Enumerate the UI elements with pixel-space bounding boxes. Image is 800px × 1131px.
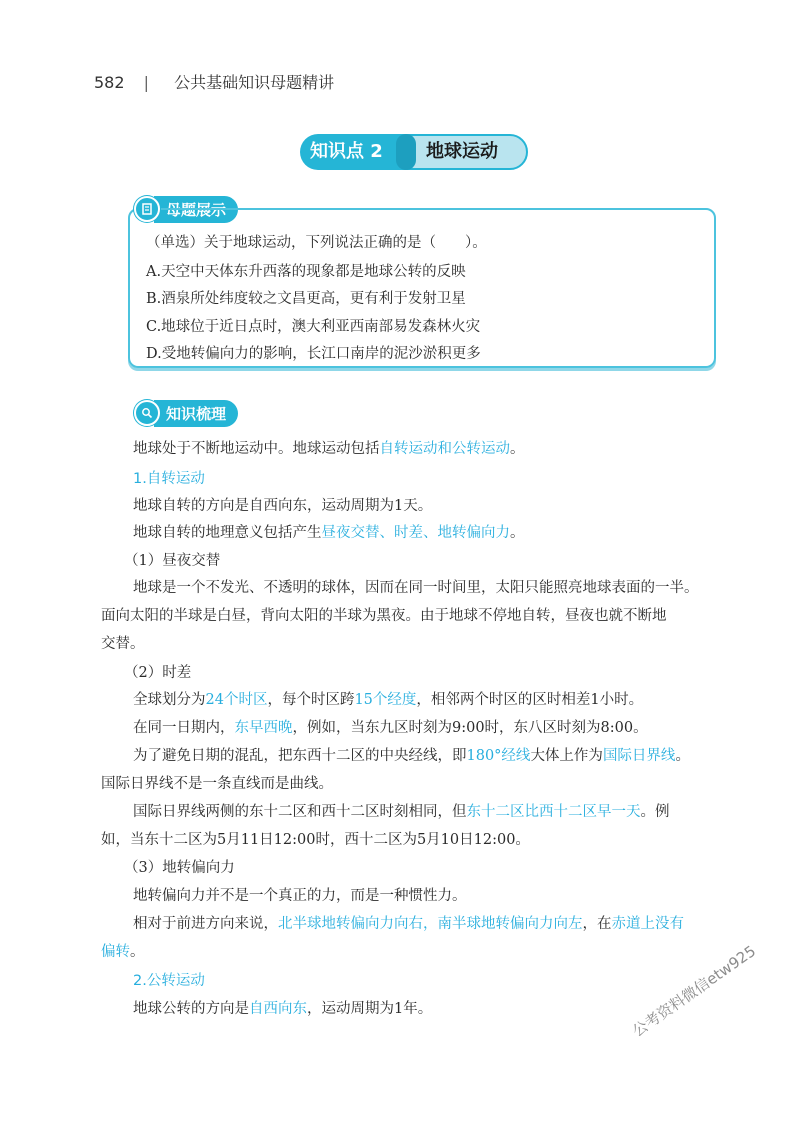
- section-1-title: 1.自转运动: [133, 471, 205, 487]
- revolution-direction-text: 地球公转的方向是自西向东，运动周期为1年。: [133, 1001, 433, 1017]
- intro-paragraph: 地球处于不断地运动中。地球运动包括自转运动和公转运动。: [133, 441, 525, 457]
- coriolis-equator-text: 偏转。: [101, 944, 145, 960]
- knowledge-point-title: [396, 134, 528, 170]
- option-d: D.受地转偏向力的影响，长江口南岸的泥沙淤积更多: [146, 346, 481, 362]
- subsection-time-difference-title: （2）时差: [124, 665, 192, 681]
- mother-question-tag-label: 母题展示: [154, 196, 238, 223]
- document-icon: [134, 196, 160, 222]
- knowledge-review-tag: [134, 400, 238, 426]
- page-number: 582: [94, 73, 125, 92]
- rotation-direction-text: 地球自转的方向是自西向东，运动周期为1天。: [133, 498, 433, 514]
- knowledge-point-label: 知识点 2: [300, 134, 416, 170]
- date-line-text: 为了避免日期的混乱，把东西十二区的中央经线，即180°经线大体上作为国际日界线。: [133, 748, 690, 764]
- time-zone-text: 全球划分为24个时区，每个时区跨15个经度，相邻两个时区的区时相差1小时。: [133, 692, 644, 708]
- magnifier-icon: [134, 400, 160, 426]
- option-b: B.酒泉所处纬度较之文昌更高，更有利于发射卫星: [146, 291, 466, 307]
- section-2-title: 2.公转运动: [133, 973, 205, 989]
- date-line-day-text: 国际日界线两侧的东十二区和西十二区时刻相同，但东十二区比西十二区早一天。例: [133, 804, 670, 820]
- option-c: C.地球位于近日点时，澳大利亚西南部易发森林火灾: [146, 319, 481, 335]
- day-night-line-1: 地球是一个不发光、不透明的球体，因而在同一时间里，太阳只能照亮地球表面的一半。: [133, 580, 699, 596]
- running-header: [94, 70, 334, 93]
- header-separator: |: [143, 73, 150, 92]
- book-title: 公共基础知识母题精讲: [174, 73, 335, 92]
- knowledge-point-banner: [300, 134, 528, 172]
- rotation-significance-text: 地球自转的地理意义包括产生昼夜交替、时差、地转偏向力。: [133, 525, 525, 541]
- option-a: A.天空中天体东升西落的现象都是地球公转的反映: [146, 264, 466, 280]
- day-night-line-3: 交替。: [101, 636, 145, 652]
- date-line-example-text: 如，当东十二区为5月11日12:00时，西十二区为5月10日12:00。: [101, 832, 530, 848]
- day-night-line-2: 面向太阳的半球是白昼，背向太阳的半球为黑夜。由于地球不停地自转，昼夜也就不断地: [101, 608, 667, 624]
- subsection-day-night-title: （1）昼夜交替: [124, 553, 221, 569]
- knowledge-review-tag-label: 知识梳理: [154, 400, 238, 427]
- watermark: 公考资料微信etw925: [629, 941, 760, 1041]
- coriolis-direction-text: 相对于前进方向来说，北半球地转偏向力向右，南半球地转偏向力向左，在赤道上没有: [133, 916, 684, 932]
- knowledge-point-title-text: 地球运动: [426, 141, 498, 162]
- coriolis-definition-text: 地转偏向力并不是一个真正的力，而是一种惯性力。: [133, 888, 467, 904]
- east-early-text: 在同一日期内，东早西晚，例如，当东九区时刻为9:00时，东八区时刻为8:00。: [133, 720, 648, 736]
- question-stem: （单选）关于地球运动，下列说法正确的是（ ）。: [146, 235, 487, 251]
- subsection-coriolis-title: （3）地转偏向力: [124, 860, 235, 876]
- date-line-curve-text: 国际日界线不是一条直线而是曲线。: [101, 776, 333, 792]
